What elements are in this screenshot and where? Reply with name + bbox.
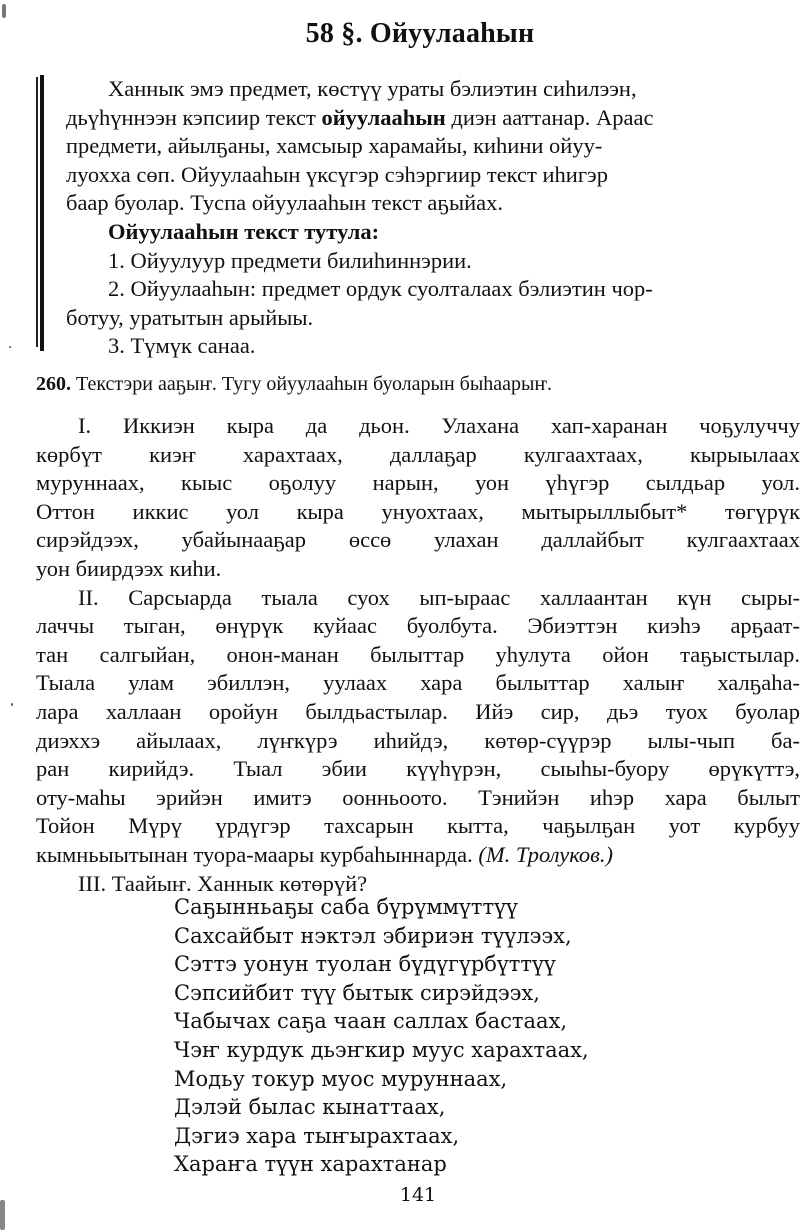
structure-item-3: 3. Түмүк санаа. — [108, 333, 256, 359]
poem-line: Хараҥа түүн харахтанар — [174, 1152, 447, 1177]
rule-line: предмети, айылҕаны, хамсыыр харамайы, киһини ойуу- — [66, 133, 603, 159]
exercise-heading — [36, 370, 800, 399]
rule-bar-thin — [36, 77, 38, 347]
rule-text-fragment: дьүһүннээн кэпсиир текст — [66, 104, 322, 130]
structure-item-2: 2. Ойуулааһын: предмет ордук суолталаах бэлиэтин чор- — [108, 276, 653, 302]
part2-line: Тыала улам эбиллэн, уулаах хара былыттар халыҥ халҕаһа- — [36, 670, 800, 696]
rule-text-fragment: диэн ааттанар. Араас — [445, 104, 654, 130]
part2-line-text: кымньыытынан туора-маары курбаһыннарда. — [36, 841, 473, 867]
poem-line: Сэпсийбит түү бытык сирэйдээх, — [174, 980, 540, 1005]
page-number: 141 — [399, 1184, 437, 1206]
exercise-number: 260. — [36, 373, 71, 395]
scan-speck — [9, 346, 11, 348]
part1-line: Оттон иккис уол кыра унуохтаах, мытырыллыбыт* төгүрүк — [36, 498, 800, 524]
part1-line: муруннаах, кыыс оҕолуу нарын, уон үһүгэр сылдьар уол. — [36, 470, 800, 496]
section-title: 58 §. Ойуулааһын — [305, 18, 535, 49]
rule-line — [66, 104, 800, 133]
term-highlight: ойуулааһын — [321, 104, 446, 130]
part2-line: Тойон Мүрү үрдүгэр тахсарын кытта, чаҕылҕан уот курбуу — [36, 813, 800, 839]
part3-line: III. Таайыҥ. Ханнык көтөрүй? — [78, 870, 368, 896]
poem-line: Чэҥ курдук дьэҥкир муус харахтаах, — [174, 1037, 589, 1062]
part2-line: оту-маһы эрийэн имитэ оонньоото. Тэнийэн иһэр хара былыт — [36, 784, 800, 810]
part1-line: сирэйдээх, убайынааҕар өссө улахан даллайбыт кулгаахтаах — [36, 527, 800, 553]
scan-speck — [11, 703, 13, 706]
rule-bar-thick — [40, 75, 44, 351]
scan-speck — [2, 4, 6, 18]
poem-line: Сэттэ уонун туолан бүдүгүрбүттүү — [174, 952, 556, 977]
poem-line: Модьу токур муос муруннаах, — [174, 1066, 508, 1091]
exercise-instruction: Текстэри ааҕыҥ. Тугу ойуулааһын буоларын быһаарыҥ. — [71, 373, 552, 395]
part2-line: II. Сарсыарда тыала суох ып-ыраас халлаантан күн сыры- — [78, 584, 800, 610]
structure-heading: Ойуулааһын текст тутула: — [108, 218, 380, 244]
rule-box — [36, 75, 796, 359]
part2-line — [36, 841, 800, 870]
poem-line: Дэгиэ хара тыҥырахтаах, — [174, 1123, 460, 1148]
part1-line: көрбүт киэҥ харахтаах, даллаҕар кулгаахтаах, кырыылаах — [36, 441, 800, 467]
poem-line: Чабычах саҕа чаан саллах бастаах, — [174, 1009, 568, 1034]
exercise-body — [36, 412, 800, 898]
rule-line: луохха сөп. Ойуулааһын үксүгэр сэһэргиир текст иһигэр — [66, 161, 608, 187]
riddle-poem — [174, 893, 589, 1179]
structure-item-2-cont: ботуу, уратытын арыйыы. — [66, 304, 314, 330]
rule-line: баар буолар. Туспа ойуулааһын текст аҕыйах. — [66, 190, 504, 216]
part2-line: тан салгыйан, онон-манан былыттар уһулута ойон таҕыстылар. — [36, 641, 800, 667]
rule-margin-bar — [36, 75, 46, 351]
part1-line: уон биирдээх киһи. — [36, 555, 222, 581]
part2-line: ран кирийдэ. Тыал эбии күүһүрэн, сыыһы-буору өрүкүттэ, — [36, 756, 800, 782]
rule-text — [66, 75, 800, 361]
part2-line: лара халлаан оройун былдьастылар. Ийэ сир, дьэ туох буолар — [36, 698, 800, 724]
part1-line: I. Иккиэн кыра да дьон. Улахана хап-харанан чоҕулуччу — [78, 413, 800, 438]
part2-line: лаччы тыган, өнүрүк куйаас буолбута. Эбиэттэн киэһэ арҕаат- — [36, 613, 800, 639]
poem-line: Саҕынньаҕы саба бүрүммүттүү — [174, 895, 518, 919]
poem-line: Сахсайбыт нэктэл эбириэн түүлээх, — [174, 923, 572, 948]
rule-line: Ханнык эмэ предмет, көстүү ураты бэлиэтин сиһилээн, — [108, 76, 637, 101]
structure-item-1: 1. Ойуулуур предмети билиһиннэрии. — [108, 247, 472, 273]
poem-line: Дэлэй былас кынаттаах, — [174, 1095, 446, 1120]
part2-line: диэххэ айылаах, лүҥкүрэ иһийдэ, көтөр-сүүрэр ылы-чып ба- — [36, 727, 800, 753]
attribution: (М. Тролуков.) — [472, 841, 614, 867]
